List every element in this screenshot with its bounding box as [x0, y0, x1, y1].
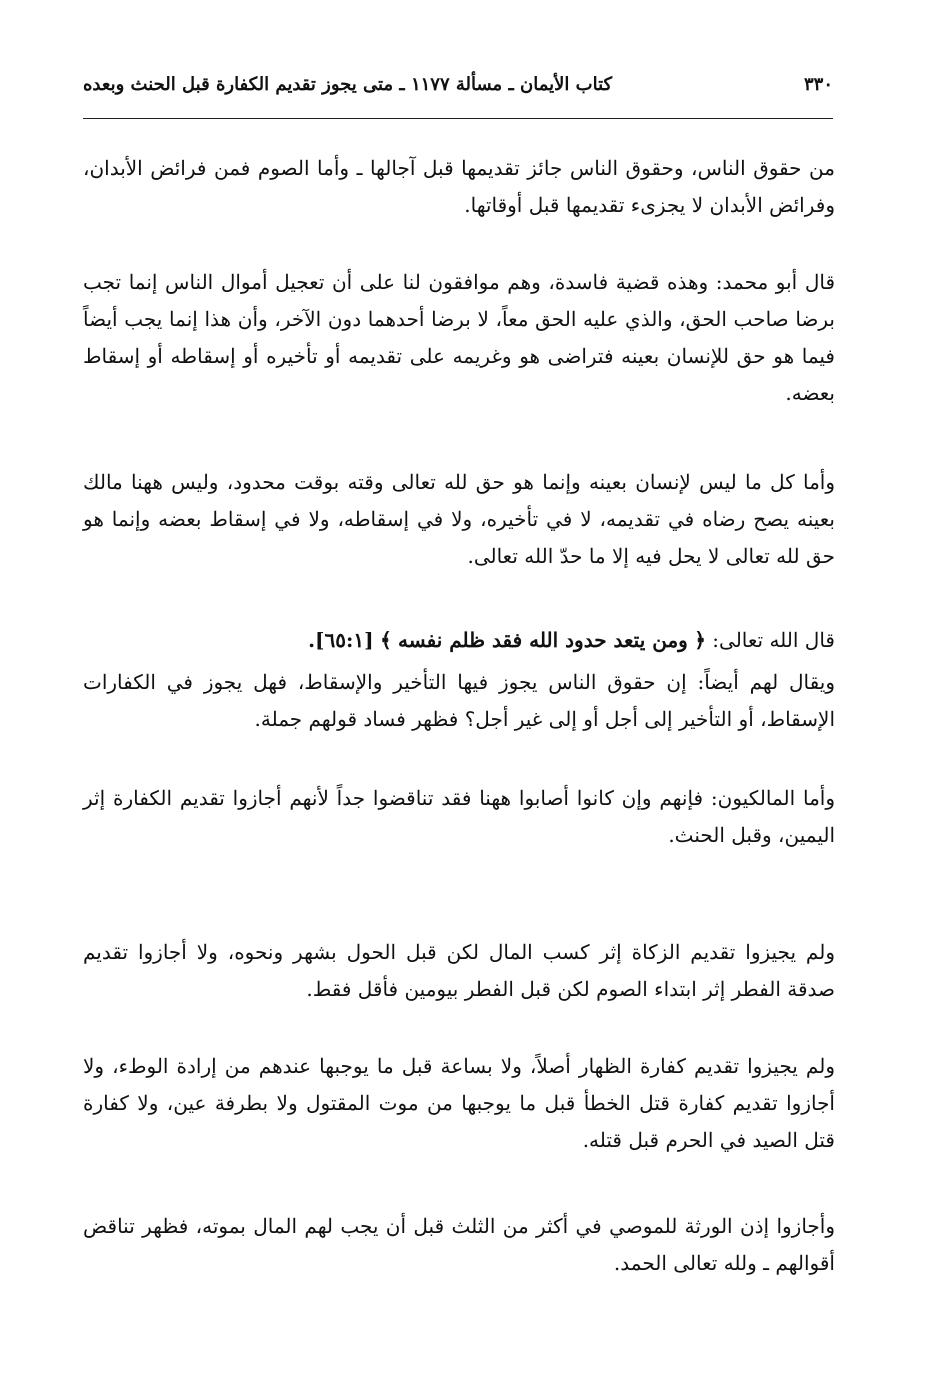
running-title: كتاب الأيمان ـ مسألة ١١٧٧ ـ متى يجوز تقديم الكفارة قبل الحنث وبعده [83, 73, 613, 95]
quote-close-bracket: ﴾ [379, 628, 392, 652]
paragraph-6: ولم يجيزوا تقديم الزكاة إثر كسب المال لكن قبل الحول بشهر ونحوه، ولا أجازوا تقديم صدقة الفطر إثر ابتداء الصوم لكن قبل الفطر بيومين فأقل فقط. [83, 940, 835, 1001]
header-divider [83, 118, 833, 119]
paragraph-4: ويقال لهم أيضاً: إن حقوق الناس يجوز فيها التأخير والإسقاط، فهل يجوز في الكفارات الإسقاط، أو التأخير إلى أجل أو إلى غير أجل؟ فظهر فساد قولهم جملة. [83, 670, 835, 731]
quran-quote [83, 622, 835, 659]
paragraph-2: قال أبو محمد: وهذه قضية فاسدة، وهم موافقون لنا على أن تعجيل أموال الناس إنما تجب برضا صاحب الحق، والذي عليه الحق معاً، لا برضا أحدهما دون الآخر، وأن هذا إنما يجب أيضاً فيما هو حق للإنسان بعينه فتراضى هو وغريمه على تقديمه أو تأخيره أو إسقاطه أو إسقاط بعضه. [83, 270, 835, 405]
paragraph-8: وأجازوا إذن الورثة للموصي في أكثر من الثلث قبل أن يجب لهم المال بموته، فظهر تناقض أقوالهم ـ ولله تعالى الحمد. [83, 1214, 835, 1275]
paragraph-1: من حقوق الناس، وحقوق الناس جائز تقديمها قبل آجالها ـ وأما الصوم فمن فرائض الأبدان، وفرائض الأبدان لا يجزىء تقديمها قبل أوقاتها. [83, 156, 835, 217]
quote-reference: [٦٥:١]. [308, 628, 374, 652]
quote-open-bracket: ﴿ [694, 628, 706, 652]
paragraph-3: وأما كل ما ليس لإنسان بعينه وإنما هو حق لله تعالى وقته بوقت محدود، وليس ههنا مالك بعينه يصح رضاه في تقديمه، لا في تأخيره، ولا في إسقاطه، ولا في إسقاط بعضه وإنما هو حق لله تعالى لا يحل فيه إلا ما حدّ الله تعالى. [83, 470, 835, 568]
page-header [83, 62, 833, 106]
quote-verse: ومن يتعد حدود الله فقد ظلم نفسه [398, 628, 688, 652]
quote-intro: قال الله تعالى: [712, 628, 835, 652]
paragraph-7: ولم يجيزوا تقديم كفارة الظهار أصلاً، ولا بساعة قبل ما يوجبها عندهم من إرادة الوطء، ولا أجازوا تقديم كفارة قتل الخطأ قبل ما يوجبها من موت المقتول ولا بطرفة عين، ولا كفارة قتل الصيد في الحرم قبل قتله. [83, 1054, 835, 1152]
page-number: ٣٣٠ [803, 73, 833, 95]
paragraph-5: وأما المالكيون: فإنهم وإن كانوا أصابوا ههنا فقد تناقضوا جداً لأنهم أجازوا تقديم الكفارة إثر اليمين، وقبل الحنث. [83, 786, 835, 847]
